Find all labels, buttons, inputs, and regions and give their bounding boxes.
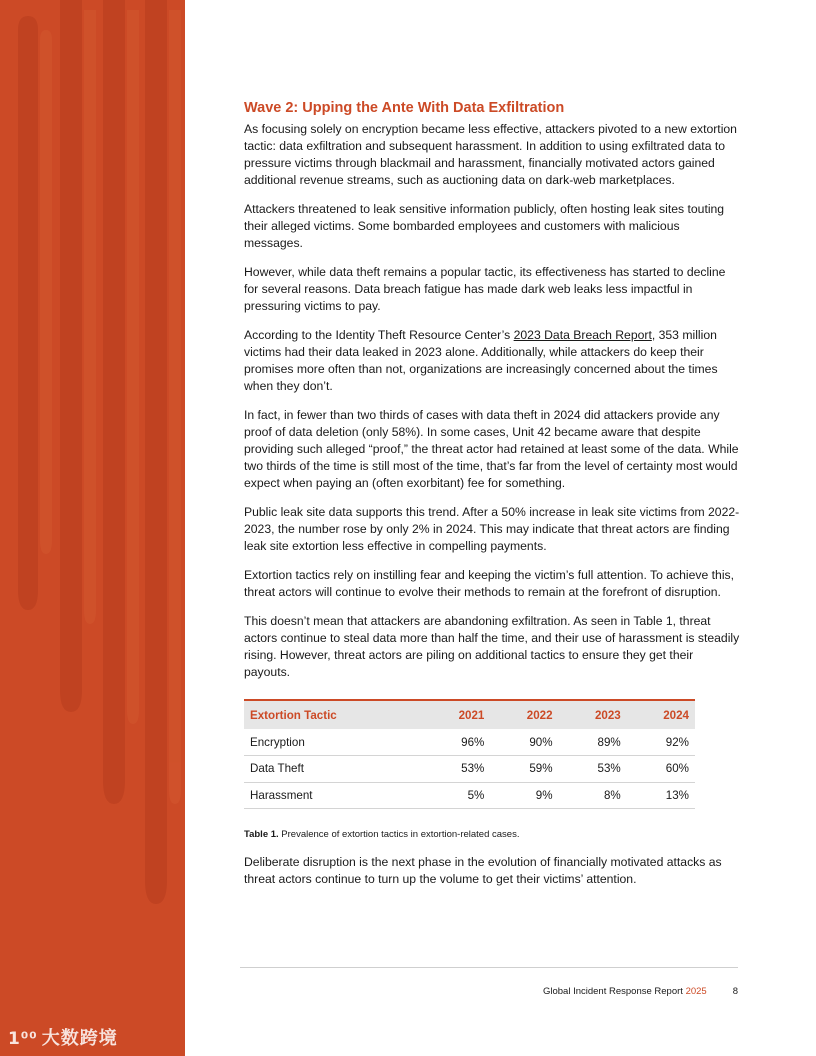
header-2022: 2022 [490, 700, 558, 729]
paragraph-3: However, while data theft remains a popular tactic, its effectiveness has started to decline for several reasons. Data breach fatigue has made dark web leaks less impactful in pressuring victims to pay. [244, 265, 726, 313]
paragraph-2: Attackers threatened to leak sensitive information publicly, often hosting leak sites touting their alleged victims. Some bombarded employees and customers with malicious messages. [244, 202, 725, 250]
header-2023: 2023 [559, 700, 627, 729]
page-number: 8 [732, 986, 738, 997]
table-cell: 96% [422, 729, 490, 756]
watermark-text: 大数跨境 [41, 1028, 118, 1049]
header-tactic: Extortion Tactic [244, 700, 422, 729]
table-cell: 92% [627, 729, 695, 756]
paragraph-7: Extortion tactics rely on instilling fear and keeping the victim’s full attention. To achieve this, threat actors will continue to evolve their methods to remain at the forefront of disruption. [244, 568, 735, 599]
extortion-tactics-table [244, 699, 695, 809]
table-row [244, 782, 695, 809]
table-caption [244, 829, 740, 840]
report-para-after: , 353 million victims had their data leaked in 2023 alone. Additionally, while attackers do keep their promises more often than not, organizations are increasingly concerned about the times when they don’t. [244, 328, 718, 393]
table-cell: Harassment [244, 782, 422, 809]
table-cell: 53% [559, 756, 627, 783]
paragraph-5: In fact, in fewer than two thirds of cases with data theft in 2024 did attackers provide any proof of data deletion (only 58%). In some cases, Unit 42 became aware that despite providing such alleged “proof,” the threat actor had retained at least some of the data. While two thirds of the time is still most of the time, that’s far from the level of certainty most would expect when paying an (often exorbitant) fee for something. [244, 408, 739, 490]
sidebar-stripe-pattern [0, 0, 185, 1056]
table-row [244, 729, 695, 756]
table-cell: 89% [559, 729, 627, 756]
report-para-before: According to the Identity Theft Resource Center’s [244, 328, 514, 342]
paragraph-report [244, 327, 740, 395]
watermark-mark-icon: 1⁰⁰ [8, 1029, 38, 1049]
table-cell: Data Theft [244, 756, 422, 783]
table-cell: 5% [422, 782, 490, 809]
main-content [244, 99, 740, 900]
table-cell: 9% [490, 782, 558, 809]
header-2021: 2021 [422, 700, 490, 729]
page-footer [543, 986, 738, 997]
decorative-sidebar [0, 0, 185, 1056]
table-row [244, 756, 695, 783]
table-cell: 13% [627, 782, 695, 809]
table-cell: 8% [559, 782, 627, 809]
footer-report-title: Global Incident Response Report [542, 986, 686, 997]
table-cell: Encryption [244, 729, 422, 756]
table-cell: 90% [490, 729, 558, 756]
paragraph-8: This doesn’t mean that attackers are abandoning exfiltration. As seen in Table 1, threat actors continue to steal data more than half the time, and their use of harassment is steadily rising. However, threat actors are piling on additional tactics to ensure they get their payouts. [244, 614, 740, 679]
caption-text: Prevalence of extortion tactics in extortion-related cases. [278, 829, 520, 840]
footer-divider [240, 967, 738, 968]
paragraph-6: Public leak site data supports this trend. After a 50% increase in leak site victims from 2022-2023, the number rose by only 2% in 2024. This may indicate that threat actors are finding leak site extortion less effective in compelling payments. [244, 505, 740, 553]
table-cell: 53% [422, 756, 490, 783]
watermark-logo [8, 1024, 118, 1050]
data-breach-report-link[interactable]: 2023 Data Breach Report [513, 328, 652, 342]
section-heading: Wave 2: Upping the Ante With Data Exfiltration [244, 100, 565, 116]
caption-label: Table 1. [244, 829, 279, 840]
table-header-row [244, 700, 695, 729]
closing-paragraph: Deliberate disruption is the next phase in the evolution of financially motivated attacks as threat actors continue to turn up the volume to get their victims’ attention. [244, 855, 722, 886]
header-2024: 2024 [627, 700, 695, 729]
paragraph-1: As focusing solely on encryption became less effective, attackers pivoted to a new extortion tactic: data exfiltration and subsequent harassment. In addition to using exfiltrated data to pressure victims through blackmail and harassment, financially motivated actors gained additional revenue streams, such as auctioning data on dark-web marketplaces. [244, 122, 737, 187]
footer-year: 2025 [685, 986, 707, 997]
table-cell: 60% [627, 756, 695, 783]
table-cell: 59% [490, 756, 558, 783]
